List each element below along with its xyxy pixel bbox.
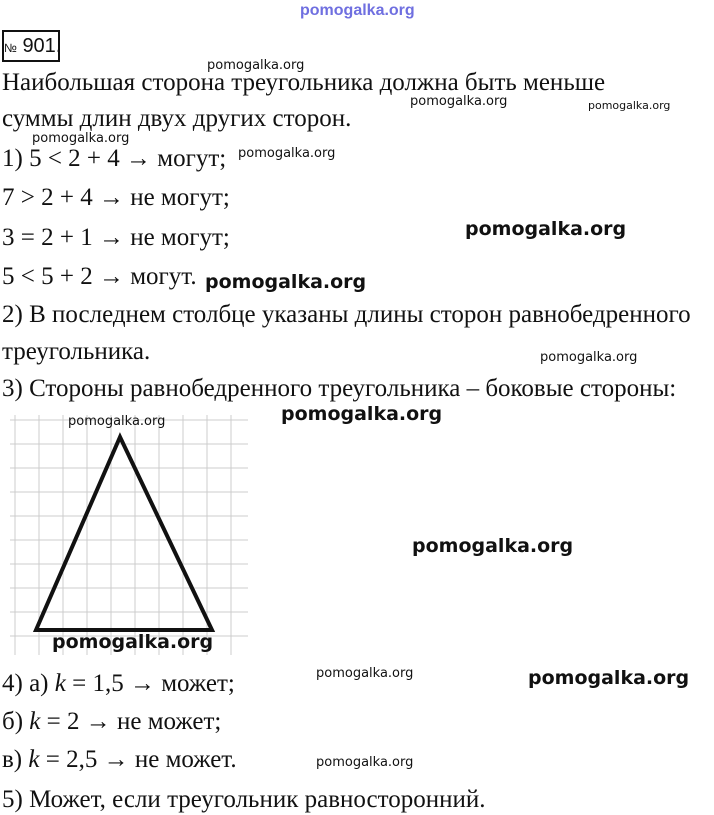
watermark: pomogalka.org <box>32 131 130 146</box>
part4-line-a: 4) а) k = 1,5 → может; <box>2 670 235 697</box>
watermark: pomogalka.org <box>207 58 305 73</box>
part1-line-1: 1) 5 < 2 + 4 → могут; <box>2 145 227 172</box>
grid-lines <box>10 415 248 655</box>
watermark: pomogalka.org <box>540 350 638 365</box>
part3-line: 3) Стороны равнобедренного треугольника – боковые стороны: <box>2 375 677 402</box>
watermark: pomogalka.org <box>316 755 414 770</box>
watermark: pomogalka.org <box>588 99 671 112</box>
watermark: pomogalka.org <box>412 535 574 557</box>
watermark: pomogalka.org <box>205 271 367 293</box>
part4-line-c: в) k = 2,5 → не может. <box>2 746 237 773</box>
watermark: pomogalka.org <box>465 218 627 240</box>
task-number-box <box>2 30 60 62</box>
part2-line-2: треугольника. <box>2 338 151 365</box>
watermark: pomogalka.org <box>316 666 414 681</box>
watermark: pomogalka.org <box>281 403 443 425</box>
watermark: pomogalka.org <box>238 146 336 161</box>
watermark: pomogalka.org <box>528 667 690 689</box>
top-watermark: pomogalka.org <box>300 2 415 19</box>
number-sign: № <box>4 41 17 55</box>
task-number: 901. <box>22 35 62 57</box>
part4-line-b: б) k = 2 → не может; <box>2 708 222 735</box>
triangle-figure <box>10 415 248 655</box>
part5-line: 5) Может, если треугольник равносторонний. <box>2 786 486 813</box>
part1-line-3: 3 = 2 + 1 → не могут; <box>2 224 230 251</box>
isosceles-triangle <box>36 437 212 630</box>
watermark: pomogalka.org <box>410 94 508 109</box>
watermark: pomogalka.org <box>52 631 214 653</box>
part1-line-4: 5 < 5 + 2 → могут. <box>2 263 197 290</box>
part2-line-1: 2) В последнем столбце указаны длины сторон равнобедренного <box>2 301 691 328</box>
watermark: pomogalka.org <box>68 414 166 429</box>
intro-line-2: суммы длин двух других сторон. <box>2 105 352 132</box>
intro-line-1: Наибольшая сторона треугольника должна быть меньше <box>2 69 606 96</box>
part1-line-2: 7 > 2 + 4 → не могут; <box>2 184 230 211</box>
